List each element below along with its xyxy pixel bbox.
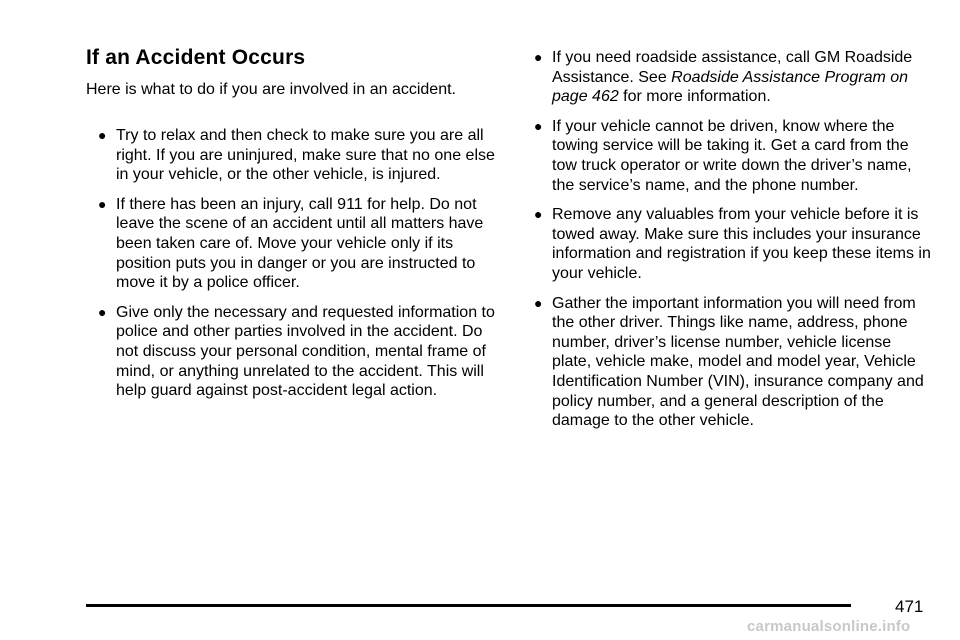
list-item <box>522 205 932 283</box>
bullet-icon: ● <box>98 195 107 212</box>
list-item-text: If you need roadside assistance, call GM Roadside Assistance. See <box>552 49 913 86</box>
list-item-text: If your vehicle cannot be driven, know where the towing service will be taking it. Get a card from the tow truck operator or write down the driver’s name, the service’s name, and the phone number. <box>552 117 912 194</box>
list-item <box>522 117 932 195</box>
list-item <box>522 294 932 431</box>
list-item-text: Give only the necessary and requested information to police and other parties involved in the accident. Do not discuss your personal condition, mental frame of mind, or anything unrelated to the accident. This will help guard against post-accident legal action. <box>116 303 495 400</box>
bullet-icon: ● <box>534 206 543 223</box>
list-item-text: Gather the important information you will need from the other driver. Things like name, address, phone number, driver’s license number, vehicle license plate, vehicle make, model and model year, Vehicle Identification Number (VIN), insurance company and policy number, and a general description of the damage to the other vehicle. <box>552 294 924 430</box>
list-item-text: for more information. <box>618 88 771 106</box>
list-item <box>86 126 496 185</box>
bullet-icon: ● <box>534 294 543 311</box>
intro-paragraph: Here is what to do if you are involved in an accident. <box>86 81 456 98</box>
list-item-text: If there has been an injury, call 911 for help. Do not leave the scene of an accident until all matters have been taken care of. Move your vehicle only if its position puts you in danger or you are instructed to move it by a police officer. <box>116 195 484 292</box>
bullet-icon: ● <box>534 117 543 134</box>
list-item-text: Try to relax and then check to make sure you are all right. If you are uninjured, make sure that no one else in your vehicle, or the other vehicle, is injured. <box>116 127 495 184</box>
list-item <box>86 195 496 293</box>
bullet-icon: ● <box>98 303 107 320</box>
page-title: If an Accident Occurs <box>86 46 306 69</box>
watermark: carmanualsonline.info <box>747 618 911 635</box>
page-number: 471 <box>895 597 924 616</box>
list-item-text: Remove any valuables from your vehicle before it is towed away. Make sure this includes your insurance information and registration if you keep these items in your vehicle. <box>552 206 931 282</box>
bullet-icon: ● <box>98 127 107 143</box>
page-reference-link[interactable]: Roadside Assistance Program on page 462 <box>552 68 909 106</box>
footer-rule <box>86 604 851 607</box>
list-item <box>522 48 932 107</box>
left-bullet-list <box>86 126 496 411</box>
list-item <box>86 303 496 401</box>
bullet-icon: ● <box>534 49 543 65</box>
right-bullet-list <box>522 48 932 441</box>
